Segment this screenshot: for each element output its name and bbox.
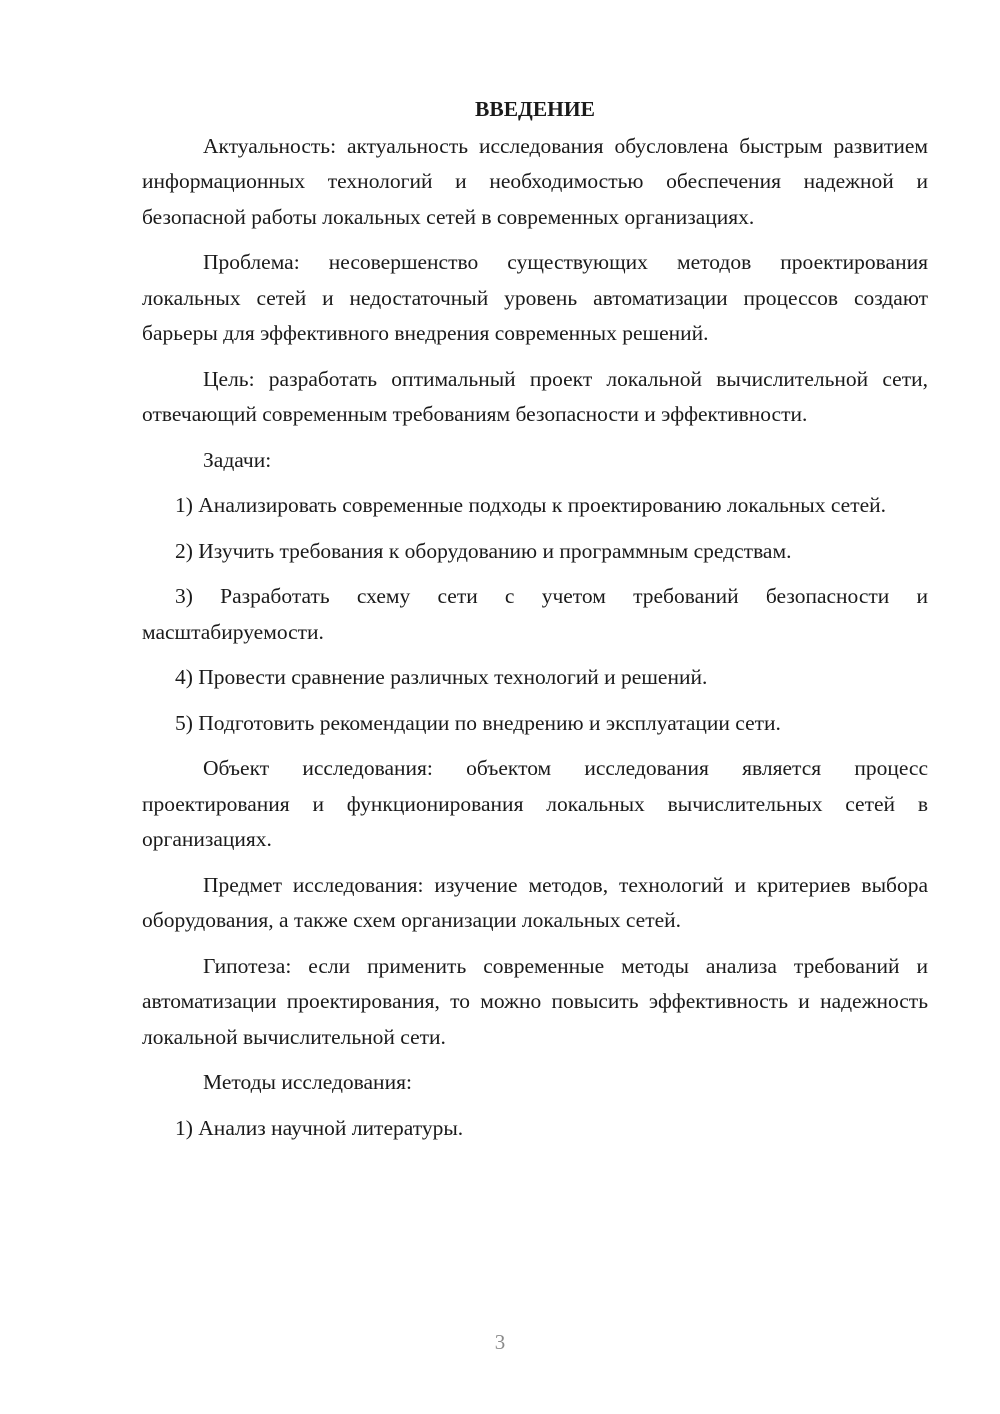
task-item-3: 3) Разработать схему сети с учетом требований безопасности и масштабируемости. — [142, 584, 928, 644]
task-item-5: 5) Подготовить рекомендации по внедрению и эксплуатации сети. — [175, 710, 781, 735]
hypothesis-paragraph: Гипотеза: если применить современные методы анализа требований и автоматизации проектирования, то можно повысить эффективность и надежность локальной вычислительной сети. — [142, 953, 928, 1049]
task-item-2: 2) Изучить требования к оборудованию и программным средствам. — [175, 538, 792, 563]
page-number: 3 — [494, 1330, 506, 1354]
task-item-1: 1) Анализировать современные подходы к проектированию локальных сетей. — [175, 493, 887, 517]
tasks-heading: Задачи: — [203, 447, 272, 472]
method-item-1: 1) Анализ научной литературы. — [175, 1115, 464, 1140]
object-paragraph: Объект исследования: объектом исследования является процесс проектирования и функционирования локальных вычислительных сетей в организациях. — [142, 756, 928, 851]
methods-heading: Методы исследования: — [203, 1070, 412, 1094]
subject-paragraph: Предмет исследования: изучение методов, технологий и критериев выбора оборудования, а также схем организации локальных сетей. — [142, 872, 928, 932]
task-item-4: 4) Провести сравнение различных технологий и решений. — [175, 665, 708, 689]
document-page — [142, 92, 928, 1156]
problem-paragraph: Проблема: несовершенство существующих методов проектирования локальных сетей и недостаточный уровень автоматизации процессов создают барьеры для эффективного внедрения современных решений. — [142, 250, 928, 345]
relevance-paragraph: Актуальность: актуальность исследования обусловлена быстрым развитием информационных технологий и необходимостью обеспечения надежной и безопасной работы локальных сетей в современных организациях. — [142, 133, 928, 229]
section-title: ВВЕДЕНИЕ — [475, 97, 595, 121]
goal-paragraph: Цель: разработать оптимальный проект локальной вычислительной сети, отвечающий современным требованиям безопасности и эффективности. — [142, 366, 928, 426]
